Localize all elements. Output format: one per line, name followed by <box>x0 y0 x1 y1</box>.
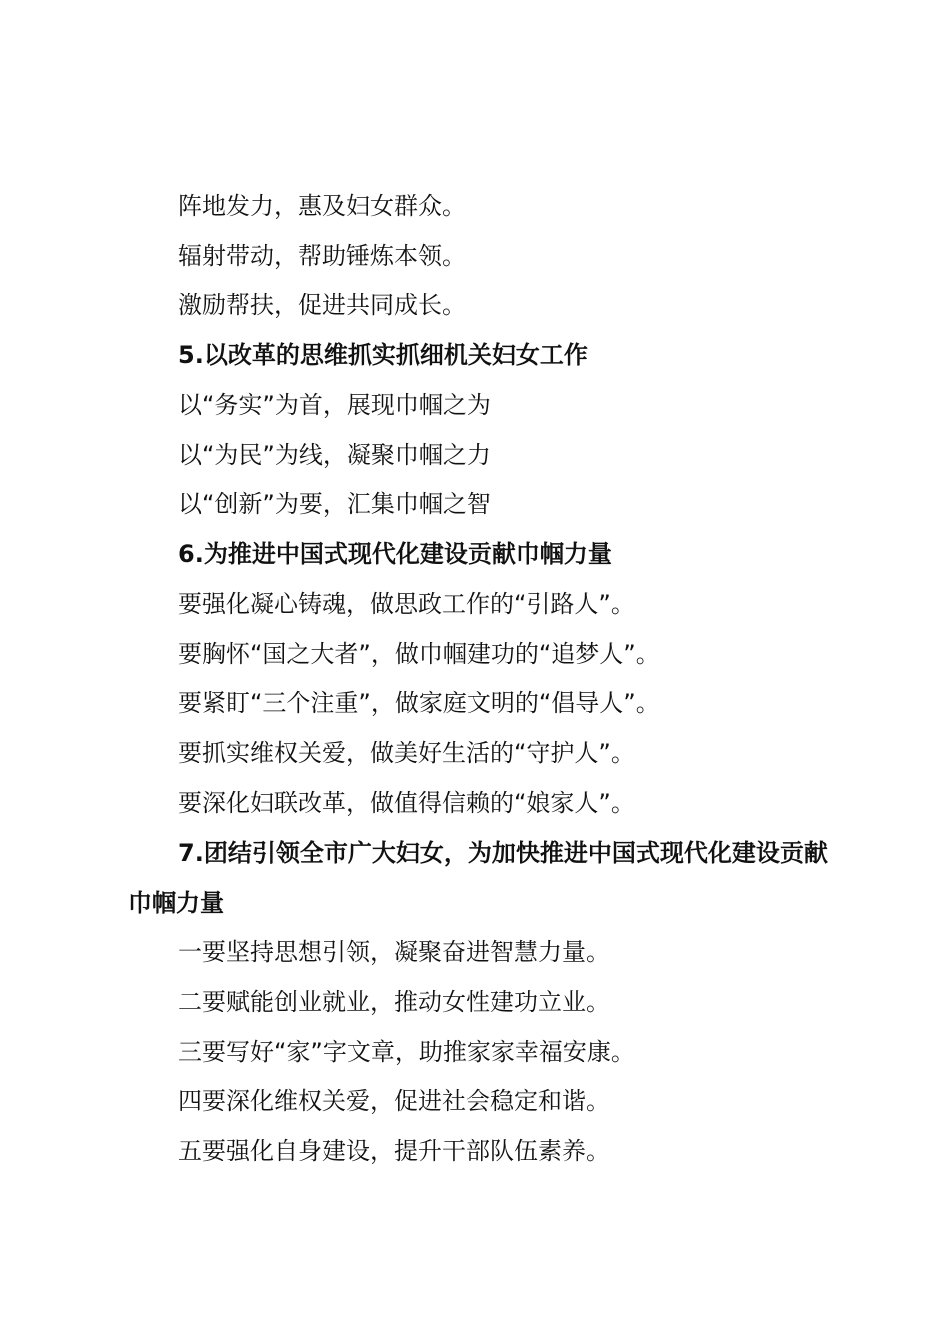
section6-heading: 6.为推进中国式现代化建设贡献巾帼力量 <box>178 540 612 568</box>
section5-heading: 5.以改革的思维抓实抓细机关妇女工作 <box>178 341 588 369</box>
section5-item-2: 以“为民”为线，凝聚巾帼之力 <box>178 441 491 469</box>
section4-item-3: 激励帮扶，促进共同成长。 <box>178 291 466 319</box>
section6-item-2: 要胸怀“国之大者”，做巾帼建功的“追梦人”。 <box>178 640 660 668</box>
section6-item-1: 要强化凝心铸魂，做思政工作的“引路人”。 <box>178 590 635 618</box>
section7-item-5: 五要强化自身建设，提升干部队伍素养。 <box>178 1137 610 1165</box>
section4-item-1: 阵地发力，惠及妇女群众。 <box>178 192 466 220</box>
section5-item-3: 以“创新”为要，汇集巾帼之智 <box>178 490 491 518</box>
section6-item-5: 要深化妇联改革，做值得信赖的“娘家人”。 <box>178 789 635 817</box>
section7-item-1: 一要坚持思想引领，凝聚奋进智慧力量。 <box>178 938 610 966</box>
section7-item-2: 二要赋能创业就业，推动女性建功立业。 <box>178 988 610 1016</box>
section7-item-4: 四要深化维权关爱，促进社会稳定和谐。 <box>178 1087 610 1115</box>
section5-item-1: 以“务实”为首，展现巾帼之为 <box>178 391 491 419</box>
section6-item-4: 要抓实维权关爱，做美好生活的“守护人”。 <box>178 739 635 767</box>
section4-item-2: 辐射带动，帮助锤炼本领。 <box>178 242 466 270</box>
section6-item-3: 要紧盯“三个注重”，做家庭文明的“倡导人”。 <box>178 689 660 717</box>
section7-item-3: 三要写好“家”字文章，助推家家幸福安康。 <box>178 1038 635 1066</box>
section7-heading: 7.团结引领全市广大妇女，为加快推进中国式现代化建设贡献巾帼力量 <box>128 839 828 917</box>
